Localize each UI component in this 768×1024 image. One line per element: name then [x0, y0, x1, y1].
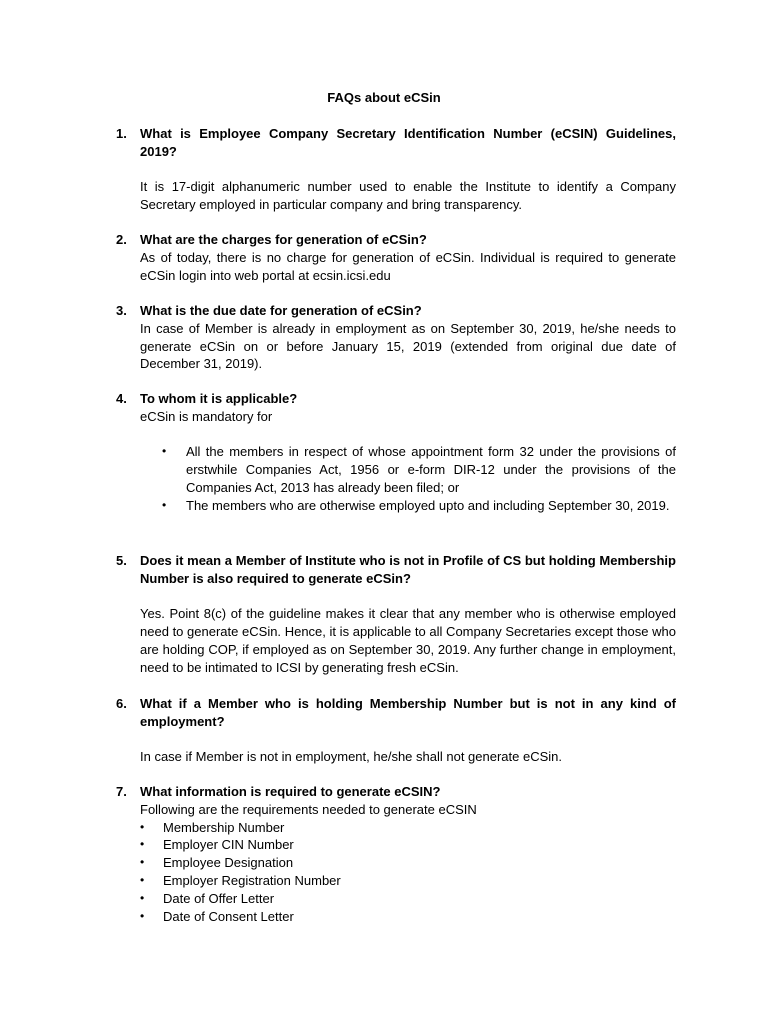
list-item-text: All the members in respect of whose appointment form 32 under the provisions of erstwhile Companies Act, 1956 or e-form DIR-12 under the provisions of the Companies Act, 2013 has already been filed; or [186, 444, 676, 495]
faq-question-text: What if a Member who is holding Membership Number but is not in any kind of employment? [140, 696, 676, 729]
faq-question [116, 125, 676, 161]
list-item [162, 443, 676, 496]
faq-item-6 [116, 695, 676, 766]
bullet-icon: • [140, 819, 145, 834]
faq-question-text: What information is required to generate eCSIN? [140, 784, 441, 799]
list-item-text: Employer Registration Number [163, 872, 341, 888]
faq-number: 7. [116, 784, 127, 799]
list-item-text: Date of Consent Letter [163, 908, 294, 924]
list-item-text: Employer CIN Number [163, 837, 294, 853]
faq-item-2 [116, 231, 676, 284]
faq-item-3 [116, 302, 676, 373]
list-item-text: Membership Number [163, 819, 285, 835]
faq-item-1 [116, 125, 676, 214]
faq-answer: eCSin is mandatory for [140, 408, 273, 424]
list-item [140, 819, 676, 837]
faq-question [116, 695, 676, 731]
faq-number: 4. [116, 391, 127, 406]
bullet-icon: • [162, 497, 167, 512]
list-item [140, 854, 676, 872]
faq-number: 2. [116, 232, 127, 247]
requirements-list [140, 819, 676, 926]
list-item-text: The members who are otherwise employed upto and including September 30, 2019. [186, 497, 670, 513]
faq-answer: It is 17-digit alphanumeric number used to enable the Institute to identify a Company Secretary employed in particular company and bring transparency. [140, 179, 676, 213]
faq-answer: Following are the requirements needed to generate eCSIN [140, 801, 477, 817]
applicability-list [162, 443, 676, 514]
faq-question-text: What is Employee Company Secretary Identification Number (eCSIN) Guidelines, 2019? [140, 126, 676, 159]
faq-answer: In case if Member is not in employment, he/she shall not generate eCSin. [140, 749, 562, 765]
faq-question [116, 302, 676, 320]
faq-question [116, 552, 676, 588]
faq-number: 1. [116, 126, 127, 141]
faq-item-7 [116, 783, 676, 925]
faq-number: 5. [116, 553, 127, 568]
list-item [140, 872, 676, 890]
list-item [140, 890, 676, 908]
faq-number: 6. [116, 696, 127, 711]
bullet-icon: • [140, 890, 145, 905]
faq-question [116, 231, 676, 249]
faq-question-text: To whom it is applicable? [140, 391, 298, 406]
faq-question-text: What are the charges for generation of eCSin? [140, 232, 427, 247]
list-item [162, 497, 676, 515]
bullet-icon: • [140, 872, 145, 887]
list-item [140, 908, 676, 926]
list-item [140, 836, 676, 854]
faq-question-text: Does it mean a Member of Institute who is not in Profile of CS but holding Membership Number is also required to generate eCSin? [140, 553, 676, 586]
faq-question [116, 783, 676, 801]
list-item-text: Date of Offer Letter [163, 890, 275, 906]
bullet-icon: • [140, 837, 145, 852]
bullet-icon: • [140, 855, 145, 870]
faq-answer: As of today, there is no charge for generation of eCSin. Individual is required to generate eCSin login into web portal at ecsin.icsi.edu [140, 249, 676, 283]
faq-question [116, 390, 676, 408]
list-item-text: Employee Designation [163, 855, 294, 871]
bullet-icon: • [162, 444, 167, 459]
faq-number: 3. [116, 303, 127, 318]
page-title: FAQs about eCSin [327, 90, 441, 105]
faq-item-5 [116, 552, 676, 677]
bullet-icon: • [140, 908, 145, 923]
faq-answer: Yes. Point 8(c) of the guideline makes it clear that any member who is otherwise employed need to generate eCSin. Hence, it is applicable to all Company Secretaries except those who are holding COP, if employed as on September 30, 2019. Any further change in employment, need to be intimated to ICSI by generating fresh eCSin. [140, 606, 676, 675]
faq-item-4 [116, 390, 676, 515]
faq-question-text: What is the due date for generation of eCSin? [140, 303, 422, 318]
faq-answer: In case of Member is already in employment as on September 30, 2019, he/she needs to generate eCSin on or before January 15, 2019 (extended from original due date of December 31, 2019). [140, 320, 676, 372]
